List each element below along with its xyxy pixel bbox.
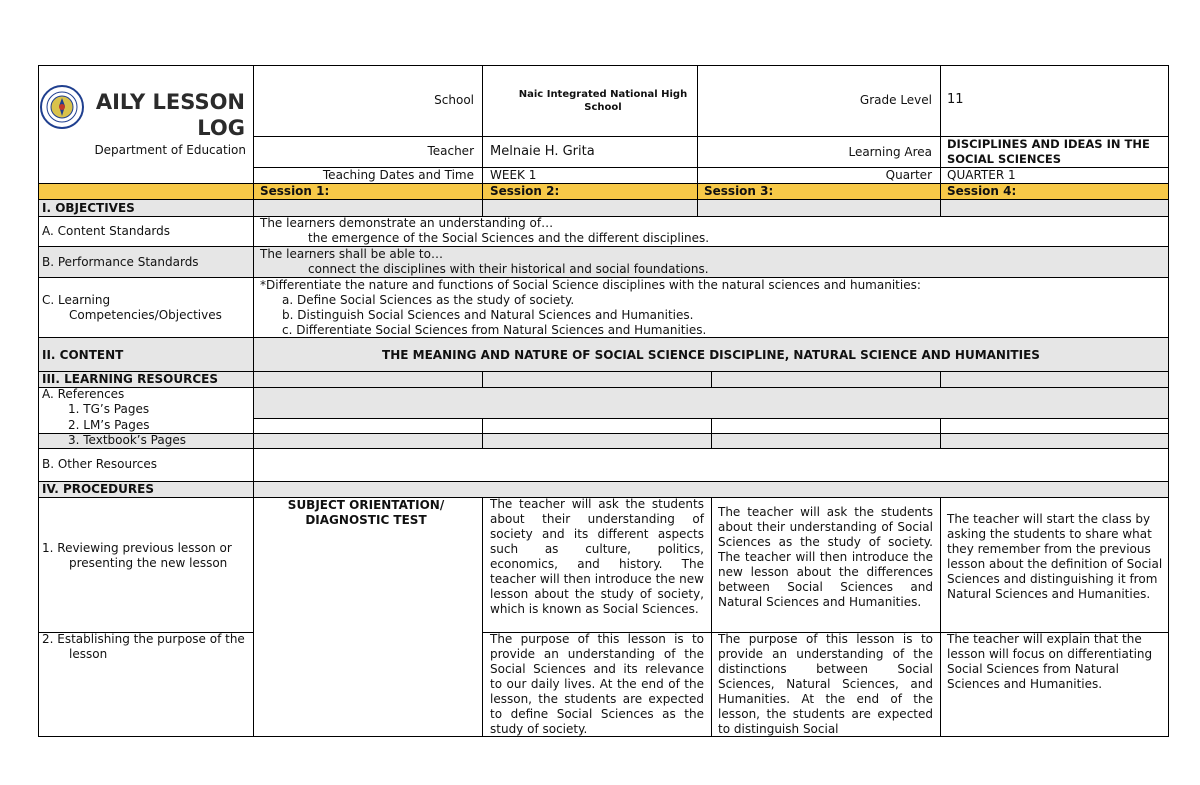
teacher-value: Melnaie H. Grita xyxy=(490,144,595,159)
session-2-header: Session 2: xyxy=(490,184,560,198)
content-label: II. CONTENT xyxy=(42,348,124,362)
teacher-label: Teacher xyxy=(427,144,474,158)
competencies-a: a. Define Social Sciences as the study of society. xyxy=(282,293,575,307)
session4-step1: The teacher will start the class by asking the students to share what they remember from the previous lesson about the definition of Social Sciences and distinguishing it from Natural Sciences and Humanities. xyxy=(947,512,1163,601)
content-value: THE MEANING AND NATURE OF SOCIAL SCIENCE DISCIPLINE, NATURAL SCIENCE AND HUMANITIES xyxy=(382,348,1040,362)
step2-label: 2. Establishing the purpose of the lesson xyxy=(42,632,245,661)
performance-standards-label: B. Performance Standards xyxy=(42,255,199,269)
tg-pages-label: 1. TG’s Pages xyxy=(68,402,150,416)
content-standards-line1: The learners demonstrate an understanding of… xyxy=(260,216,554,230)
learning-area-label: Learning Area xyxy=(848,145,932,159)
department-label: Department of Education xyxy=(94,143,246,157)
session2-step1: The teacher will ask the students about their understanding of society and its different aspects such as culture, politics, economics, and history. The teacher will then introduce the new lesson about the study of society, which is known as Social Sciences. xyxy=(490,497,704,616)
grade-level-value: 11 xyxy=(947,92,964,107)
references-label: A. References xyxy=(42,387,125,401)
competencies-label-2: Competencies/Objectives xyxy=(69,308,222,322)
performance-standards-line2: connect the disciplines with their historical and social foundations. xyxy=(308,262,709,276)
teaching-dates-label: Teaching Dates and Time xyxy=(322,168,474,182)
lm-pages-label: 2. LM’s Pages xyxy=(68,418,150,432)
competencies-b: b. Distinguish Social Sciences and Natural Sciences and Humanities. xyxy=(282,308,694,322)
textbook-pages-label: 3. Textbook’s Pages xyxy=(68,433,186,447)
other-resources-label: B. Other Resources xyxy=(42,457,158,471)
lesson-log-sheet xyxy=(38,65,1169,737)
resources-heading: III. LEARNING RESOURCES xyxy=(42,372,218,386)
grade-level-label: Grade Level xyxy=(859,93,932,107)
session3-step2: The purpose of this lesson is to provide an understanding of the distinctions between Social Sciences, Natural Sciences, and Humanities. At the end of the lesson, the students are expected to distinguish Social xyxy=(718,632,933,736)
content-standards-line2: the emergence of the Social Sciences and the different disciplines. xyxy=(308,231,710,245)
step1-label: 1. Reviewing previous lesson or presenting the new lesson xyxy=(42,541,232,570)
school-label: School xyxy=(434,93,474,107)
teaching-dates-value: WEEK 1 xyxy=(490,168,537,182)
competencies-intro: *Differentiate the nature and functions of Social Science disciplines with the natural sciences and humanities: xyxy=(260,278,921,292)
school-value: Naic Integrated National High School xyxy=(518,89,688,113)
session-4-header: Session 4: xyxy=(947,184,1017,198)
page-title-line1: AILY LESSON xyxy=(95,90,245,114)
content-standards-label: A. Content Standards xyxy=(42,224,171,238)
competencies-label-1: C. Learning xyxy=(42,293,111,307)
session4-step2: The teacher will explain that the lesson will focus on differentiating Social Sciences from Natural Sciences and Humanities. xyxy=(947,632,1153,691)
quarter-label: Quarter xyxy=(885,168,932,182)
objectives-heading: I. OBJECTIVES xyxy=(42,201,135,215)
session1-orientation: SUBJECT ORIENTATION/ DIAGNOSTIC TEST xyxy=(287,498,445,527)
session2-step2: The purpose of this lesson is to provide an understanding of the Social Sciences and its relevance to our daily lives. At the end of the lesson, the students are expected to define Social Sciences as the study of society. xyxy=(490,632,704,736)
procedures-heading: IV. PROCEDURES xyxy=(42,482,154,496)
quarter-value: QUARTER 1 xyxy=(947,168,1016,182)
page-title-line2: LOG xyxy=(197,116,245,140)
competencies-c: c. Differentiate Social Sciences from Natural Sciences and Humanities. xyxy=(282,323,707,337)
session-1-header: Session 1: xyxy=(260,184,330,198)
session3-step2-cell xyxy=(718,632,933,736)
session-3-header: Session 3: xyxy=(704,184,774,198)
learning-area-value: DISCIPLINES AND IDEAS IN THE SOCIAL SCIENCES xyxy=(947,137,1150,166)
performance-standards-line1: The learners shall be able to… xyxy=(260,247,443,261)
session3-step1: The teacher will ask the students about their understanding of Social Sciences as the study of society. The teacher will then introduce the new lesson about the differences between Social Sciences and Natural Sciences and Humanities. xyxy=(718,505,933,609)
